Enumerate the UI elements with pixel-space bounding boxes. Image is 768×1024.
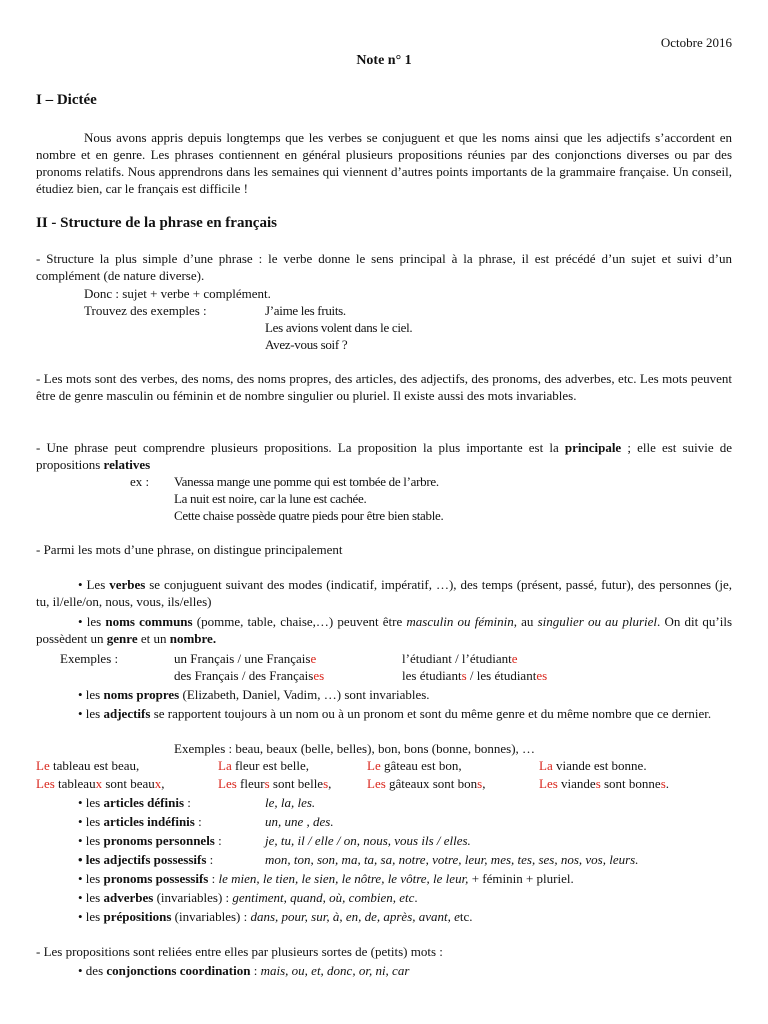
- document-date: Octobre 2016: [660, 35, 732, 50]
- propositions-paragraph: - Une phrase peut comprendre plusieurs propositions. La proposition la plus importante est la principale ; elle est suivie de propositions relatives: [36, 440, 733, 472]
- articles-indefinis-values: un, une , des.: [265, 814, 334, 829]
- example-francais-plural: des Français / des Françaises: [174, 668, 325, 683]
- distinction-intro: - Parmi les mots d’une phrase, on distingue principalement: [36, 542, 343, 557]
- bullet-prepositions: • les prépositions (invariables) : dans, pour, sur, à, en, de, après, avant, etc.: [78, 909, 473, 924]
- agreement-singular-4: La viande est bonne.: [539, 758, 647, 773]
- document-page: [36, 0, 732, 1024]
- agreement-plural-1: Les tableaux sont beaux,: [36, 776, 165, 791]
- example-sentence-2: Les avions volent dans le ciel.: [265, 320, 413, 335]
- examples-nouns-label: Exemples :: [60, 651, 119, 666]
- bullet-noms-communs: • les noms communs (pomme, table, chaise,…) peuvent être masculin ou féminin, au singulier ou au pluriel. On dit qu’ils possèdent un genre et un nombre.: [36, 614, 733, 646]
- bullet-noms-propres: • les noms propres (Elizabeth, Daniel, Vadim, …) sont invariables.: [78, 687, 430, 702]
- agreement-singular-3: Le gâteau est bon,: [367, 758, 462, 773]
- example-sentence-3: Avez-vous soif ?: [265, 337, 348, 352]
- bullet-pronoms-possessifs: • les pronoms possessifs : le mien, le tien, le sien, le nôtre, le vôtre, le leur, + féminin + pluriel.: [78, 871, 574, 886]
- formula-line: Donc : sujet + verbe + complément.: [84, 286, 271, 301]
- bullet-adjectifs-possessifs: • les adjectifs possessifs :: [78, 852, 214, 867]
- agreement-plural-4: Les viandes sont bonnes.: [539, 776, 670, 791]
- document-title: Note n° 1: [356, 53, 412, 68]
- bullet-conjonctions: • des conjonctions coordination : mais, ou, et, donc, or, ni, car: [78, 963, 410, 978]
- adjectifs-possessifs-values: mon, ton, son, ma, ta, sa, notre, votre, leur, mes, tes, ses, nos, vos, leurs.: [265, 852, 639, 867]
- examples-prompt: Trouvez des exemples :: [84, 303, 207, 318]
- agreement-singular-1: Le tableau est beau,: [36, 758, 140, 773]
- section-heading-dictee: I – Dictée: [36, 92, 97, 108]
- relative-example-3: Cette chaise possède quatre pieds pour être bien stable.: [174, 508, 444, 523]
- example-sentence-1: J’aime les fruits.: [265, 303, 346, 318]
- example-etudiant-plural: les étudiants / les étudiantes: [402, 668, 548, 683]
- adjective-examples: Exemples : beau, beaux (belle, belles), bon, bons (bonne, bonnes), …: [174, 741, 536, 756]
- relative-example-2: La nuit est noire, car la lune est cachée.: [174, 491, 367, 506]
- relative-example-1: Vanessa mange une pomme qui est tombée de l’arbre.: [174, 474, 439, 489]
- bullet-verbes: • Les verbes se conjuguent suivant des modes (indicatif, impératif, …), des temps (présent, passé, futur), des personnes (je, tu, il/elle/on, nous, vous, ils/elles): [36, 577, 732, 609]
- section-heading-structure: II - Structure de la phrase en français: [36, 215, 277, 231]
- agreement-plural-2: Les fleurs sont belles,: [218, 776, 332, 791]
- bullet-articles-indefinis: • les articles indéfinis :: [78, 814, 202, 829]
- example-francais-singular: un Français / une Française: [174, 651, 317, 666]
- example-etudiant-singular: l’étudiant / l’étudiante: [402, 651, 518, 666]
- examples-label: ex :: [130, 474, 150, 489]
- articles-definis-values: le, la, les.: [265, 795, 316, 810]
- bullet-articles-definis: • les articles définis :: [78, 795, 191, 810]
- bullet-pronoms-personnels: • les pronoms personnels :: [78, 833, 222, 848]
- agreement-singular-2: La fleur est belle,: [218, 758, 309, 773]
- word-types-paragraph: - Les mots sont des verbes, des noms, des noms propres, des articles, des adjectifs, des pronoms, des adverbes, etc. Les mots peuvent être de genre masculin ou féminin et de nombre singulier ou pluriel. Il existe aussi des mots invariables.: [36, 371, 732, 403]
- bullet-adjectifs: • les adjectifs se rapportent toujours à un nom ou à un pronom et sont du même genre et du même nombre que ce dernier.: [78, 706, 712, 721]
- connectors-intro: - Les propositions sont reliées entre elles par plusieurs sortes de (petits) mots :: [36, 944, 443, 959]
- structure-paragraph: - Structure la plus simple d’une phrase : le verbe donne le sens principal à la phrase, il est précédé d’un sujet et suivi d’un complément (de nature diverse).: [36, 251, 732, 283]
- bullet-adverbes: • les adverbes (invariables) : gentiment, quand, où, combien, etc.: [78, 890, 418, 905]
- pronoms-personnels-values: je, tu, il / elle / on, nous, vous ils / elles.: [265, 833, 471, 848]
- agreement-plural-3: Les gâteaux sont bons,: [367, 776, 486, 791]
- dictee-paragraph: Nous avons appris depuis longtemps que les verbes se conjuguent et que les noms ainsi que les adjectifs s’accordent en nombre et en genre. Les phrases contiennent en général plusieurs propositions réunies par des conjonctions diverses ou par des pronoms relatifs. Nous apprendrons dans les semaines qui viennent d’autres points importants de la grammaire française. Un conseil, étudiez bien, car le français est difficile !: [36, 130, 732, 196]
